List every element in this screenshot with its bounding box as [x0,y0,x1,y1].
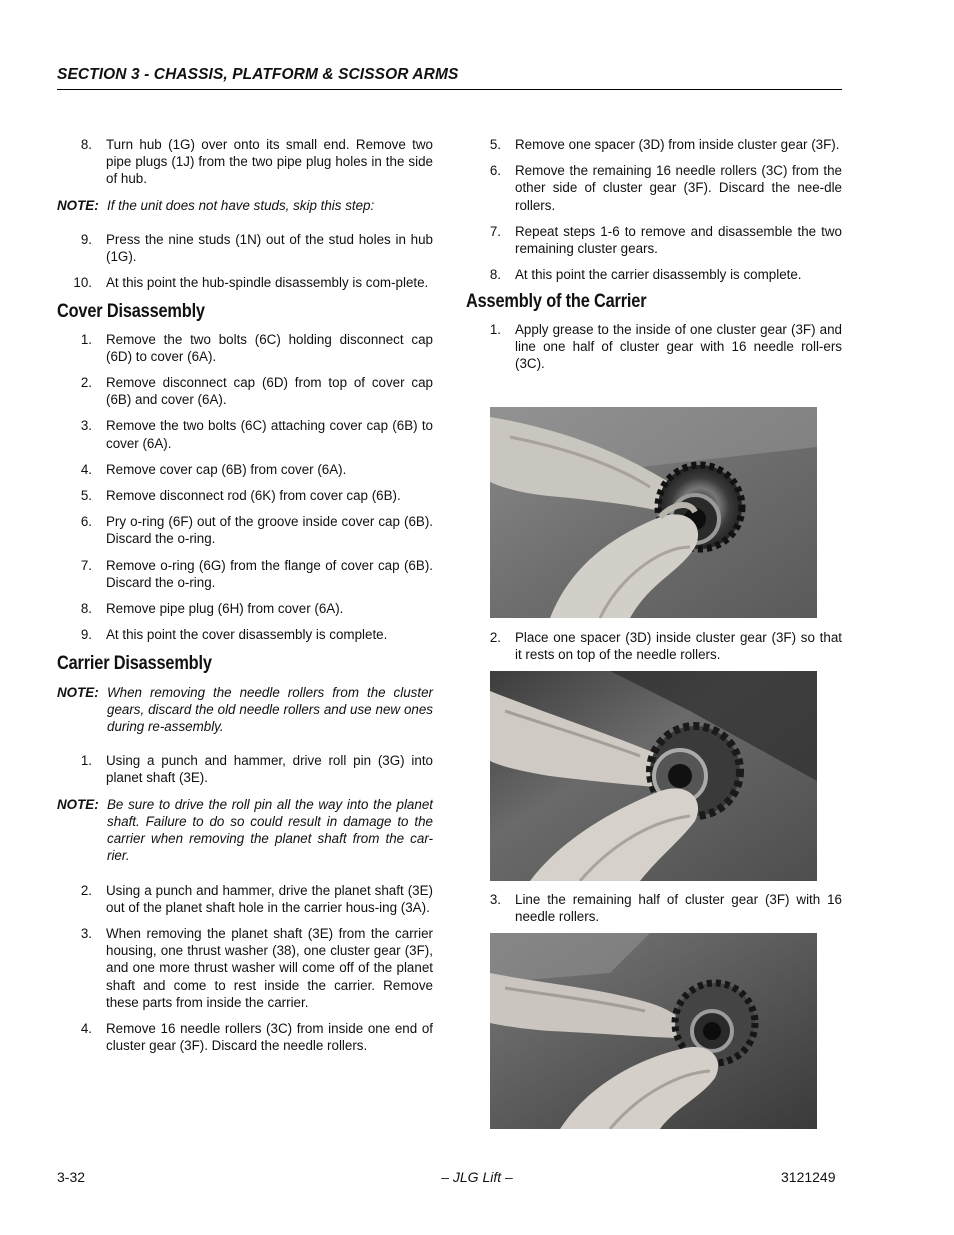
list-item [57,487,433,504]
step-number: 9. [80,231,92,247]
list-item [57,882,433,916]
step-number: 1. [80,753,92,769]
step-text: Remove cover cap (6B) from cover (6A). [106,461,347,477]
note [57,684,433,736]
step-text: Pry o-ring (6F) out of the groove inside cover cap (6B). Discard the o-ring. [106,514,433,547]
assembly-step-2 [466,629,842,672]
list-item [57,513,433,547]
step-number: 8. [80,137,92,152]
list-item [466,629,842,663]
step-number: 2. [80,882,92,898]
footer-brand: – JLG Lift – [441,1169,513,1185]
note [57,197,433,214]
step-number: 3. [80,925,92,941]
photo-hands-cluster-gear-1 [490,407,817,618]
list-item [57,136,433,188]
header-divider [57,89,842,90]
step-text: Remove 16 needle rollers (3C) from inside one end of cluster gear (3F). Discard the needle rollers. [106,1020,433,1054]
note-label: NOTE: [57,796,99,812]
step-text: Remove disconnect cap (6D) from top of cover cap (6B) and cover (6A). [106,375,433,408]
step-number: 1. [489,321,501,337]
note [57,796,433,865]
list-item [466,162,842,214]
step-number: 2. [489,630,501,645]
step-text: At this point the carrier disassembly is complete. [515,267,802,283]
section-heading: Assembly of the Carrier [466,291,647,313]
section-heading: Cover Disassembly [57,301,205,323]
step-number: 10. [73,275,92,291]
list-item [57,231,433,265]
step-text: Turn hub (1G) over onto its small end. Remove two pipe plugs (1J) from the two pipe plug holes in the side of hub. [106,137,433,187]
cover-steps [57,331,433,644]
photo-hands-cluster-gear-2 [490,671,817,881]
step-text: Remove disconnect rod (6K) from cover cap (6B). [106,488,401,504]
list-item [57,274,433,291]
note-label: NOTE: [57,197,99,213]
list-item [57,1020,433,1054]
step-number: 5. [489,137,501,152]
step-text: Remove the remaining 16 needle rollers (3C) from the other side of cluster gear (3F). Discard the nee-dle rollers. [515,163,842,213]
list-item [466,136,842,153]
step-number: 2. [80,375,92,391]
list-item [466,891,842,925]
list-item [57,557,433,591]
note-label: NOTE: [57,684,99,700]
step-text: Press the nine studs (1N) out of the stud holes in hub (1G). [106,231,433,265]
note-text: Be sure to drive the roll pin all the way into the planet shaft. Failure to do so could result in damage to the carrier when removing the planet shaft from the car-rier. [107,796,433,864]
step-number: 8. [80,601,92,617]
step-text: At this point the hub-spindle disassembly is com-plete. [106,275,429,291]
right-column [466,136,842,381]
step-text: At this point the cover disassembly is complete. [106,627,388,643]
step-number: 6. [489,163,501,179]
note-text: If the unit does not have studs, skip this step: [107,197,375,213]
page-number: 3-32 [57,1169,86,1185]
step-text: Remove o-ring (6G) from the flange of cover cap (6B). Discard the o-ring. [106,557,433,590]
list-item [57,600,433,617]
list-item [57,925,433,1011]
step-number: 8. [489,267,501,283]
list-item [57,374,433,408]
step-number: 9. [80,627,92,643]
step-number: 6. [80,514,92,530]
step-number: 3. [489,892,501,907]
list-item [466,223,842,257]
list-item [57,626,433,643]
list-item [57,461,433,478]
list-item [57,331,433,365]
step-number: 4. [80,461,92,477]
step-text: Remove one spacer (3D) from inside cluster gear (3F). [515,137,840,152]
document-number: 3121249 [781,1169,836,1185]
step-number: 3. [80,418,92,434]
step-text: Using a punch and hammer, drive roll pin (3G) into planet shaft (3E). [106,753,433,786]
section-heading: Carrier Disassembly [57,653,212,675]
list-item [57,417,433,451]
list-item [466,266,842,283]
step-number: 5. [80,488,92,504]
step-number: 7. [80,557,92,573]
step-text: Line the remaining half of cluster gear (3F) with 16 needle rollers. [515,892,842,925]
step-number: 1. [80,331,92,347]
step-text: When removing the planet shaft (3E) from the carrier housing, one thrust washer (38), one cluster gear (3F), and one more thrust washer will come off of the planet shaft and come to rest inside the carrier. Remove these parts from inside the carrier. [106,925,433,1010]
step-text: Remove pipe plug (6H) from cover (6A). [106,601,344,617]
step-text: Using a punch and hammer, drive the planet shaft (3E) out of the planet shaft hole in the carrier hous-ing (3A). [106,882,433,915]
list-item [57,752,433,786]
step-text: Remove the two bolts (6C) holding disconnect cap (6D) to cover (6A). [106,331,433,364]
photo-hands-cluster-gear-3 [490,933,817,1129]
section-title: SECTION 3 - CHASSIS, PLATFORM & SCISSOR ARMS [57,66,459,83]
step-text: Place one spacer (3D) inside cluster gear (3F) so that it rests on top of the needle rollers. [515,630,842,663]
step-number: 4. [80,1020,92,1036]
step-text: Apply grease to the inside of one cluster gear (3F) and line one half of cluster gear with 16 needle roll-ers (3C). [515,321,842,372]
left-column [57,136,433,1063]
step-text: Remove the two bolts (6C) attaching cover cap (6B) to cover (6A). [106,418,433,451]
assembly-step-3 [466,891,842,934]
list-item [466,321,842,373]
step-number: 7. [489,223,501,239]
step-text: Repeat steps 1-6 to remove and disassemble the two remaining cluster gears. [515,223,842,257]
note-text: When removing the needle rollers from the cluster gears, discard the old needle rollers and use new ones during re-assembly. [107,684,433,735]
